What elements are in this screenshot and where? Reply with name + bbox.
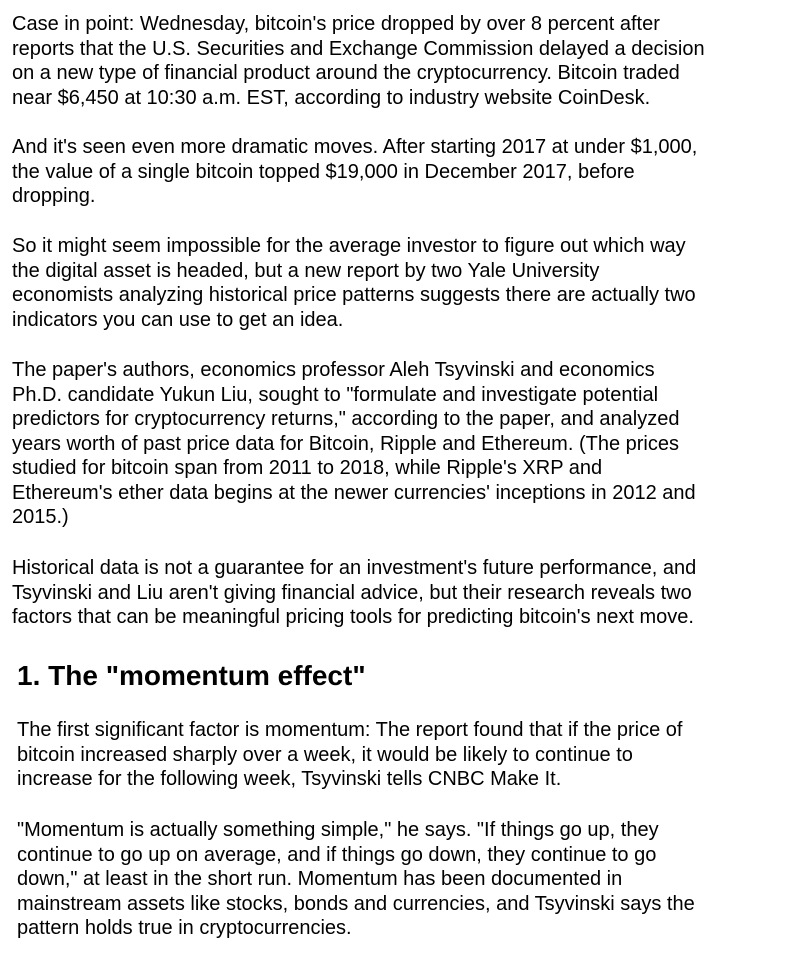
- text-line: dropping.: [12, 185, 96, 207]
- text-line: "Momentum is actually something simple," he says. "If things go up, they: [17, 819, 659, 841]
- text-line: economists analyzing historical price patterns suggests there are actually two: [12, 284, 696, 306]
- text-line: Ethereum's ether data begins at the newer currencies' inceptions in 2012 and: [12, 481, 696, 504]
- text-line: down," at least in the short run. Momentum has been documented in: [17, 868, 623, 890]
- paragraph-historical-data: [12, 556, 696, 630]
- text-line: years worth of past price data for Bitcoin, Ripple and Ethereum. (The prices: [12, 432, 679, 455]
- paragraph-dramatic-moves: [12, 135, 697, 209]
- text-line: near $6,450 at 10:30 a.m. EST, according to industry website CoinDesk.: [12, 86, 651, 109]
- text-line: indicators you can use to get an idea.: [12, 308, 344, 331]
- text-line: bitcoin increased sharply over a week, it would be likely to continue to: [17, 743, 633, 766]
- section-heading-momentum: 1. The "momentum effect": [17, 660, 366, 691]
- text-line: Case in point: Wednesday, bitcoin's price dropped by over 8 percent after: [12, 13, 660, 35]
- text-line: factors that can be meaningful pricing tools for predicting bitcoin's next move.: [12, 606, 694, 628]
- text-line: pattern holds true in cryptocurrencies.: [17, 917, 352, 939]
- paragraph-momentum-factor: [17, 718, 683, 792]
- text-line: So it might seem impossible for the average investor to figure out which way: [12, 235, 686, 257]
- text-line: on a new type of financial product around the cryptocurrency. Bitcoin traded: [12, 62, 680, 84]
- text-line: The paper's authors, economics professor Aleh Tsyvinski and economics: [12, 359, 655, 381]
- text-line: predictors for cryptocurrency returns," according to the paper, and analyzed: [12, 408, 680, 430]
- text-line: Tsyvinski and Liu aren't giving financial advice, but their research reveals two: [12, 581, 692, 604]
- text-line: Historical data is not a guarantee for an investment's future performance, and: [12, 557, 697, 579]
- text-line: the value of a single bitcoin topped $19,000 in December 2017, before: [12, 160, 635, 183]
- text-line: reports that the U.S. Securities and Exchange Commission delayed a decision: [12, 37, 705, 60]
- text-line: increase for the following week, Tsyvinski tells CNBC Make It.: [17, 768, 562, 790]
- text-line: studied for bitcoin span from 2011 to 2018, while Ripple's XRP and: [12, 457, 603, 479]
- paragraph-momentum-quote: [17, 818, 695, 941]
- text-line: continue to go up on average, and if things go down, they continue to go: [17, 843, 657, 866]
- text-line: And it's seen even more dramatic moves. After starting 2017 at under $1,000,: [12, 136, 698, 158]
- text-line: the digital asset is headed, but a new report by two Yale University: [12, 259, 600, 282]
- text-line: The first significant factor is momentum: The report found that if the price of: [17, 719, 683, 741]
- text-line: 2015.): [12, 506, 69, 528]
- paragraph-price-drop: [12, 12, 705, 110]
- text-line: mainstream assets like stocks, bonds and currencies, and Tsyvinski says the: [17, 892, 695, 915]
- text-line: Ph.D. candidate Yukun Liu, sought to "formulate and investigate potential: [12, 383, 659, 406]
- paragraph-paper-authors: [12, 358, 696, 530]
- paragraph-yale-report: [12, 234, 696, 332]
